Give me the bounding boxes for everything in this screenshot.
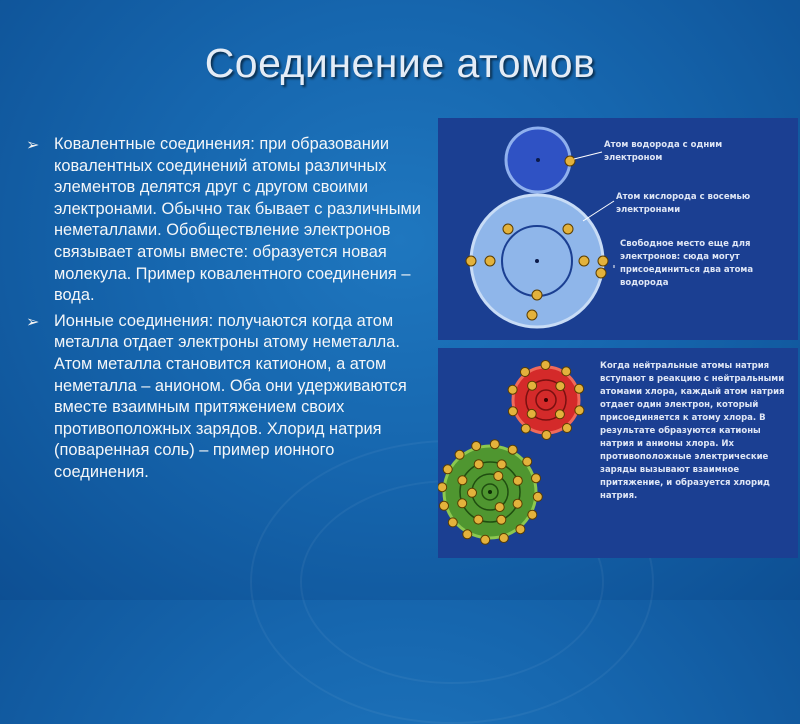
electron: [528, 381, 537, 390]
ionic-bond-figure: [438, 348, 798, 558]
electron: [541, 361, 550, 370]
electron: [508, 407, 517, 416]
electron: [527, 409, 536, 418]
electron: [474, 515, 483, 524]
electron: [598, 256, 608, 266]
electron: [523, 457, 532, 466]
electron: [542, 431, 551, 440]
nucleus: [544, 398, 548, 402]
electron: [503, 224, 513, 234]
bullet-list: [26, 134, 426, 488]
electron: [555, 410, 564, 419]
electron: [463, 530, 472, 539]
electron: [497, 515, 506, 524]
electron: [528, 510, 537, 519]
bullet-covalent: [26, 134, 426, 307]
electron: [490, 440, 499, 449]
hydrogen-caption: Атом водорода с одним электроном: [604, 140, 723, 163]
electron: [596, 268, 606, 278]
electron: [508, 445, 517, 454]
electron: [579, 256, 589, 266]
electron: [455, 450, 464, 459]
bullet-ionic: [26, 311, 426, 484]
electron: [448, 518, 457, 527]
electron: [516, 525, 525, 534]
electron: [494, 472, 503, 481]
electron: [440, 501, 449, 510]
electron: [563, 424, 572, 433]
arrow-bullet-icon: ➢: [26, 313, 40, 331]
covalent-bond-figure: [438, 118, 798, 340]
electron: [513, 499, 522, 508]
electron: [521, 424, 530, 433]
electron: [565, 156, 575, 166]
electron: [527, 310, 537, 320]
slide-title: Соединение атомов: [204, 40, 596, 86]
electron: [513, 476, 522, 485]
electron: [443, 465, 452, 474]
electron: [575, 406, 584, 415]
electron: [458, 476, 467, 485]
electron: [533, 492, 542, 501]
electron: [499, 534, 508, 543]
free-space-caption: Свободное место еще для электронов: сюда могут присоединиться два атома водорода: [620, 239, 754, 288]
electron: [556, 382, 565, 391]
electron: [497, 460, 506, 469]
electron: [466, 256, 476, 266]
bullet-text: Ионные соединения: получаются когда атом металла отдает электроны атому неметалла. Атом металла становится катионом, а атом неметалла – анионом. Оба они удерживаются вместе взаимным притяжением своих противоположных зарядов. Хлорид натрия (поваренная соль) – пример ионного соединения.: [54, 311, 407, 481]
pointer-line: [583, 201, 614, 221]
electron: [472, 442, 481, 451]
electron: [474, 460, 483, 469]
electron: [438, 483, 447, 492]
electron: [468, 488, 477, 497]
nucleus: [488, 490, 492, 494]
electron: [481, 535, 490, 544]
electron: [485, 256, 495, 266]
electron: [495, 503, 504, 512]
electron: [532, 290, 542, 300]
electron: [508, 385, 517, 394]
oxygen-caption: Атом кислорода с восемью электронами: [616, 192, 751, 215]
pointer-line: [574, 152, 602, 159]
nucleus: [536, 158, 540, 162]
electron: [458, 499, 467, 508]
electron: [532, 474, 541, 483]
arrow-bullet-icon: ➢: [26, 137, 40, 154]
electron: [575, 384, 584, 393]
electron: [563, 224, 573, 234]
nucleus: [535, 259, 539, 263]
electron: [521, 368, 530, 377]
bullet-text: Ковалентные соединения: при образовании ковалентных соединений атомы различных элементов делятся друг с другом своими электронами. Обычно так бывает с различными неметаллами. Обобществление электронов связывает атомы вместе: образуется новая молекула. Пример ковалентного соединения – вода.: [54, 135, 421, 305]
electron: [562, 367, 571, 376]
ionic-caption: Когда нейтральные атомы натрия вступают в реакцию с нейтральными атомами хлора, каждый атом натрия отдает один электрон, который присоединяется к атому хлора. В результате образуются катионы натрия и анионы хлора. Их противоположные электрические заряды вызывают взаимное притяжение, и образуется хлорид натрия.: [600, 361, 785, 501]
